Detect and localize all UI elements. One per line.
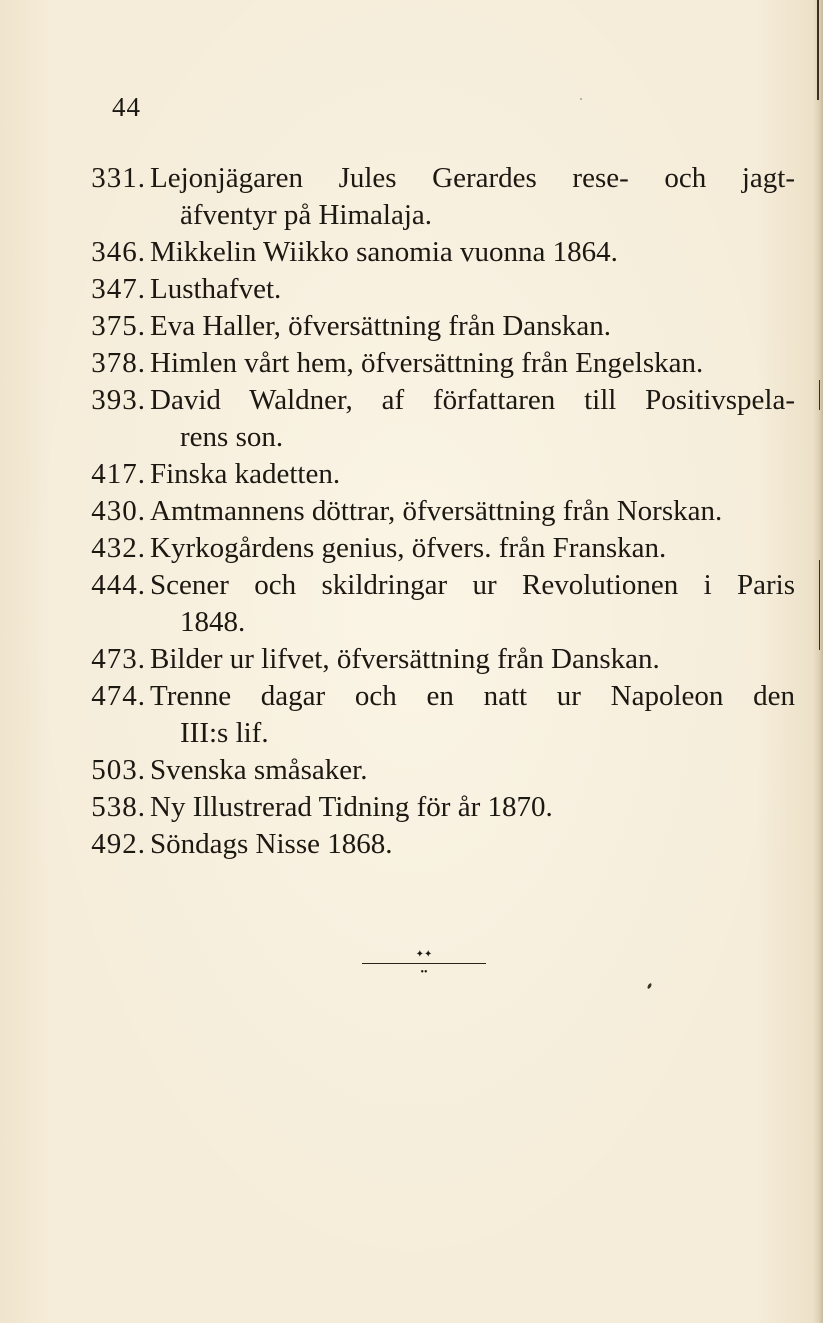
entry-title: Finska kadetten. bbox=[150, 458, 341, 490]
list-item bbox=[80, 530, 795, 567]
entry-continuation: III:s lif. bbox=[180, 717, 269, 749]
ornament-rule bbox=[362, 963, 486, 964]
list-item bbox=[80, 826, 795, 863]
entry-title: Scener och skildringar ur Revolutionen i Paris bbox=[150, 569, 795, 601]
catalogue-list bbox=[80, 160, 795, 863]
entry-number: 331. bbox=[91, 162, 146, 194]
entry-title: Trenne dagar och en natt ur Napoleon den bbox=[150, 680, 795, 712]
list-item bbox=[80, 456, 795, 493]
list-item bbox=[80, 641, 795, 678]
list-item bbox=[80, 345, 795, 382]
entry-number: 347. bbox=[91, 273, 146, 305]
entry-title: Himlen vårt hem, öfversättning från Engelskan. bbox=[150, 347, 704, 379]
entry-number: 503. bbox=[91, 754, 146, 786]
list-item bbox=[80, 678, 795, 752]
page-edge-line bbox=[817, 0, 819, 100]
entry-number: 444. bbox=[91, 569, 146, 601]
list-item bbox=[80, 752, 795, 789]
ornament-top: ✦✦ bbox=[415, 949, 433, 960]
entry-number: 473. bbox=[91, 643, 146, 675]
list-item bbox=[80, 234, 795, 271]
ink-speck bbox=[647, 983, 653, 990]
entry-title: Bilder ur lifvet, öfversättning från Danskan. bbox=[150, 643, 660, 675]
entry-title: Ny Illustrerad Tidning för år 1870. bbox=[150, 791, 553, 823]
list-item bbox=[80, 160, 795, 234]
entry-title: Eva Haller, öfversättning från Danskan. bbox=[150, 310, 612, 342]
entry-number: 430. bbox=[91, 495, 146, 527]
entry-continuation: äfventyr på Himalaja. bbox=[180, 199, 433, 231]
entry-title: Kyrkogårdens genius, öfvers. från Franskan. bbox=[150, 532, 667, 564]
entry-title: Söndags Nisse 1868. bbox=[150, 828, 393, 860]
entry-number: 375. bbox=[91, 310, 146, 342]
entry-title: Amtmannens döttrar, öfversättning från Norskan. bbox=[150, 495, 723, 527]
page-edge-line bbox=[819, 380, 820, 410]
ink-speck bbox=[580, 98, 582, 100]
entry-number: 538. bbox=[91, 791, 146, 823]
entry-number: 417. bbox=[91, 458, 146, 490]
list-item bbox=[80, 382, 795, 456]
entry-title: Lusthafvet. bbox=[150, 273, 282, 305]
entry-number: 393. bbox=[91, 384, 146, 416]
page-edge-shadow bbox=[813, 0, 823, 1323]
list-item bbox=[80, 567, 795, 641]
ornament-bottom: •• bbox=[420, 967, 428, 978]
list-item bbox=[80, 493, 795, 530]
end-ornament bbox=[362, 948, 486, 978]
entry-number: 492. bbox=[91, 828, 146, 860]
entry-title: Svenska småsaker. bbox=[150, 754, 368, 786]
page-edge-line bbox=[819, 560, 820, 650]
entry-title: David Waldner, af författaren till Positivspela- bbox=[150, 384, 795, 416]
entry-title: Lejonjägaren Jules Gerardes rese- och jagt- bbox=[150, 162, 795, 194]
entry-title: Mikkelin Wiikko sanomia vuonna 1864. bbox=[150, 236, 618, 268]
entry-number: 346. bbox=[91, 236, 146, 268]
list-item bbox=[80, 271, 795, 308]
entry-number: 474. bbox=[91, 680, 146, 712]
entry-number: 432. bbox=[91, 532, 146, 564]
entry-continuation: rens son. bbox=[180, 421, 284, 453]
page-number: 44 bbox=[112, 92, 141, 122]
list-item bbox=[80, 308, 795, 345]
entry-continuation: 1848. bbox=[180, 606, 246, 638]
list-item bbox=[80, 789, 795, 826]
entry-number: 378. bbox=[91, 347, 146, 379]
